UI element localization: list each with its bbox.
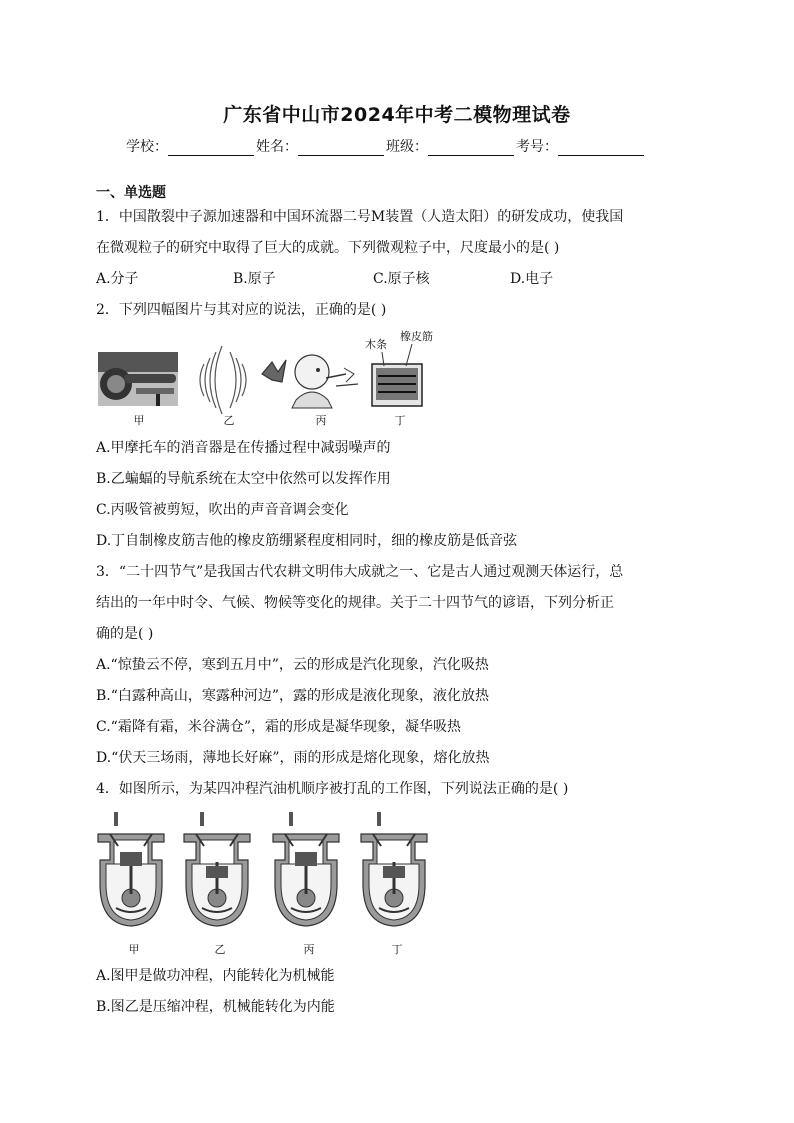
engine-stroke-bing (273, 812, 339, 926)
q1-option-c[interactable]: C.原子核 (373, 271, 430, 287)
man-with-straw-image (292, 355, 358, 408)
name-label: 姓名： (256, 139, 298, 155)
q1-option-d[interactable]: D.电子 (510, 271, 554, 287)
name-blank[interactable] (298, 141, 384, 156)
q2-option-b[interactable]: B.乙蝙蝠的导航系统在太空中依然可以发挥作用 (96, 471, 391, 487)
q1-option-b[interactable]: B.原子 (233, 271, 276, 287)
class-label: 班级： (386, 139, 428, 155)
bat-echolocation-image (200, 346, 286, 414)
q3-option-d[interactable]: D.“伏天三场雨，薄地长好麻”，雨的形成是熔化现象，熔化放热 (96, 750, 490, 766)
engine-stroke-jia (98, 812, 164, 926)
school-label: 学校： (126, 139, 168, 155)
q2-option-d[interactable]: D.丁自制橡皮筋吉他的橡皮筋绷紧程度相同时，细的橡皮筋是低音弦 (96, 533, 518, 549)
q3-line-2: 结出的一年中时令、气候、物候等变化的规律。关于二十四节气的谚语，下列分析正 (96, 595, 614, 611)
rubber-band-guitar-image (372, 344, 422, 406)
q4-label-ding: 丁 (391, 943, 403, 956)
q2-option-c[interactable]: C.丙吸管被剪短，吹出的声音音调会变化 (96, 502, 349, 518)
callout-wood-strip: 木条 (365, 338, 387, 351)
q4-label-jia: 甲 (128, 943, 140, 956)
q3-option-a[interactable]: A.“惊蛰云不停，寒到五月中”，云的形成是汽化现象，汽化吸热 (96, 657, 489, 673)
number-label: 考号： (516, 139, 558, 155)
q2-stem: 2．下列四幅图片与其对应的说法，正确的是( ) (96, 302, 387, 318)
q3-option-b[interactable]: B.“白露种高山，寒露种河边”，露的形成是液化现象，液化放热 (96, 688, 490, 704)
q2-label-bing: 丙 (315, 414, 327, 427)
q3-line-1: 3．“二十四节气”是我国古代农耕文明伟大成就之一、它是古人通过观测天体运行，总 (96, 564, 624, 580)
section-heading: 一、单选题 (96, 185, 166, 201)
q4-engine-figure (96, 808, 446, 940)
q2-option-a[interactable]: A.甲摩托车的消音器是在传播过程中减弱噪声的 (96, 440, 391, 456)
school-blank[interactable] (168, 141, 254, 156)
q2-label-ding: 丁 (394, 414, 406, 427)
q1-option-a[interactable]: A.分子 (96, 271, 139, 287)
q1-line-1: 1．中国散裂中子源加速器和中国环流器二号M装置（人造太阳）的研发成功，使我国 (96, 209, 624, 225)
q4-stem: 4．如图所示，为某四冲程汽油机顺序被打乱的工作图，下列说法正确的是( ) (96, 781, 569, 797)
q4-option-b[interactable]: B.图乙是压缩冲程，机械能转化为内能 (96, 999, 335, 1015)
page-title: 广东省中山市2024年中考二模物理试卷 (223, 104, 571, 126)
q4-option-a[interactable]: A.图甲是做功冲程，内能转化为机械能 (96, 968, 335, 984)
q2-label-jia: 甲 (133, 414, 145, 427)
callout-rubber-band: 橡皮筋 (400, 330, 433, 343)
number-blank[interactable] (558, 141, 644, 156)
student-info-row (126, 136, 646, 156)
motorcycle-muffler-image (98, 352, 178, 406)
q3-option-c[interactable]: C.“霜降有霜，米谷满仓”，霜的形成是凝华现象，凝华吸热 (96, 719, 461, 735)
q2-label-yi: 乙 (223, 414, 235, 427)
q3-line-3: 确的是( ) (96, 626, 154, 642)
q1-line-2: 在微观粒子的研究中取得了巨大的成就。下列微观粒子中，尺度最小的是( ) (96, 240, 560, 256)
q4-label-bing: 丙 (303, 943, 315, 956)
class-blank[interactable] (428, 141, 514, 156)
q4-label-yi: 乙 (214, 943, 226, 956)
